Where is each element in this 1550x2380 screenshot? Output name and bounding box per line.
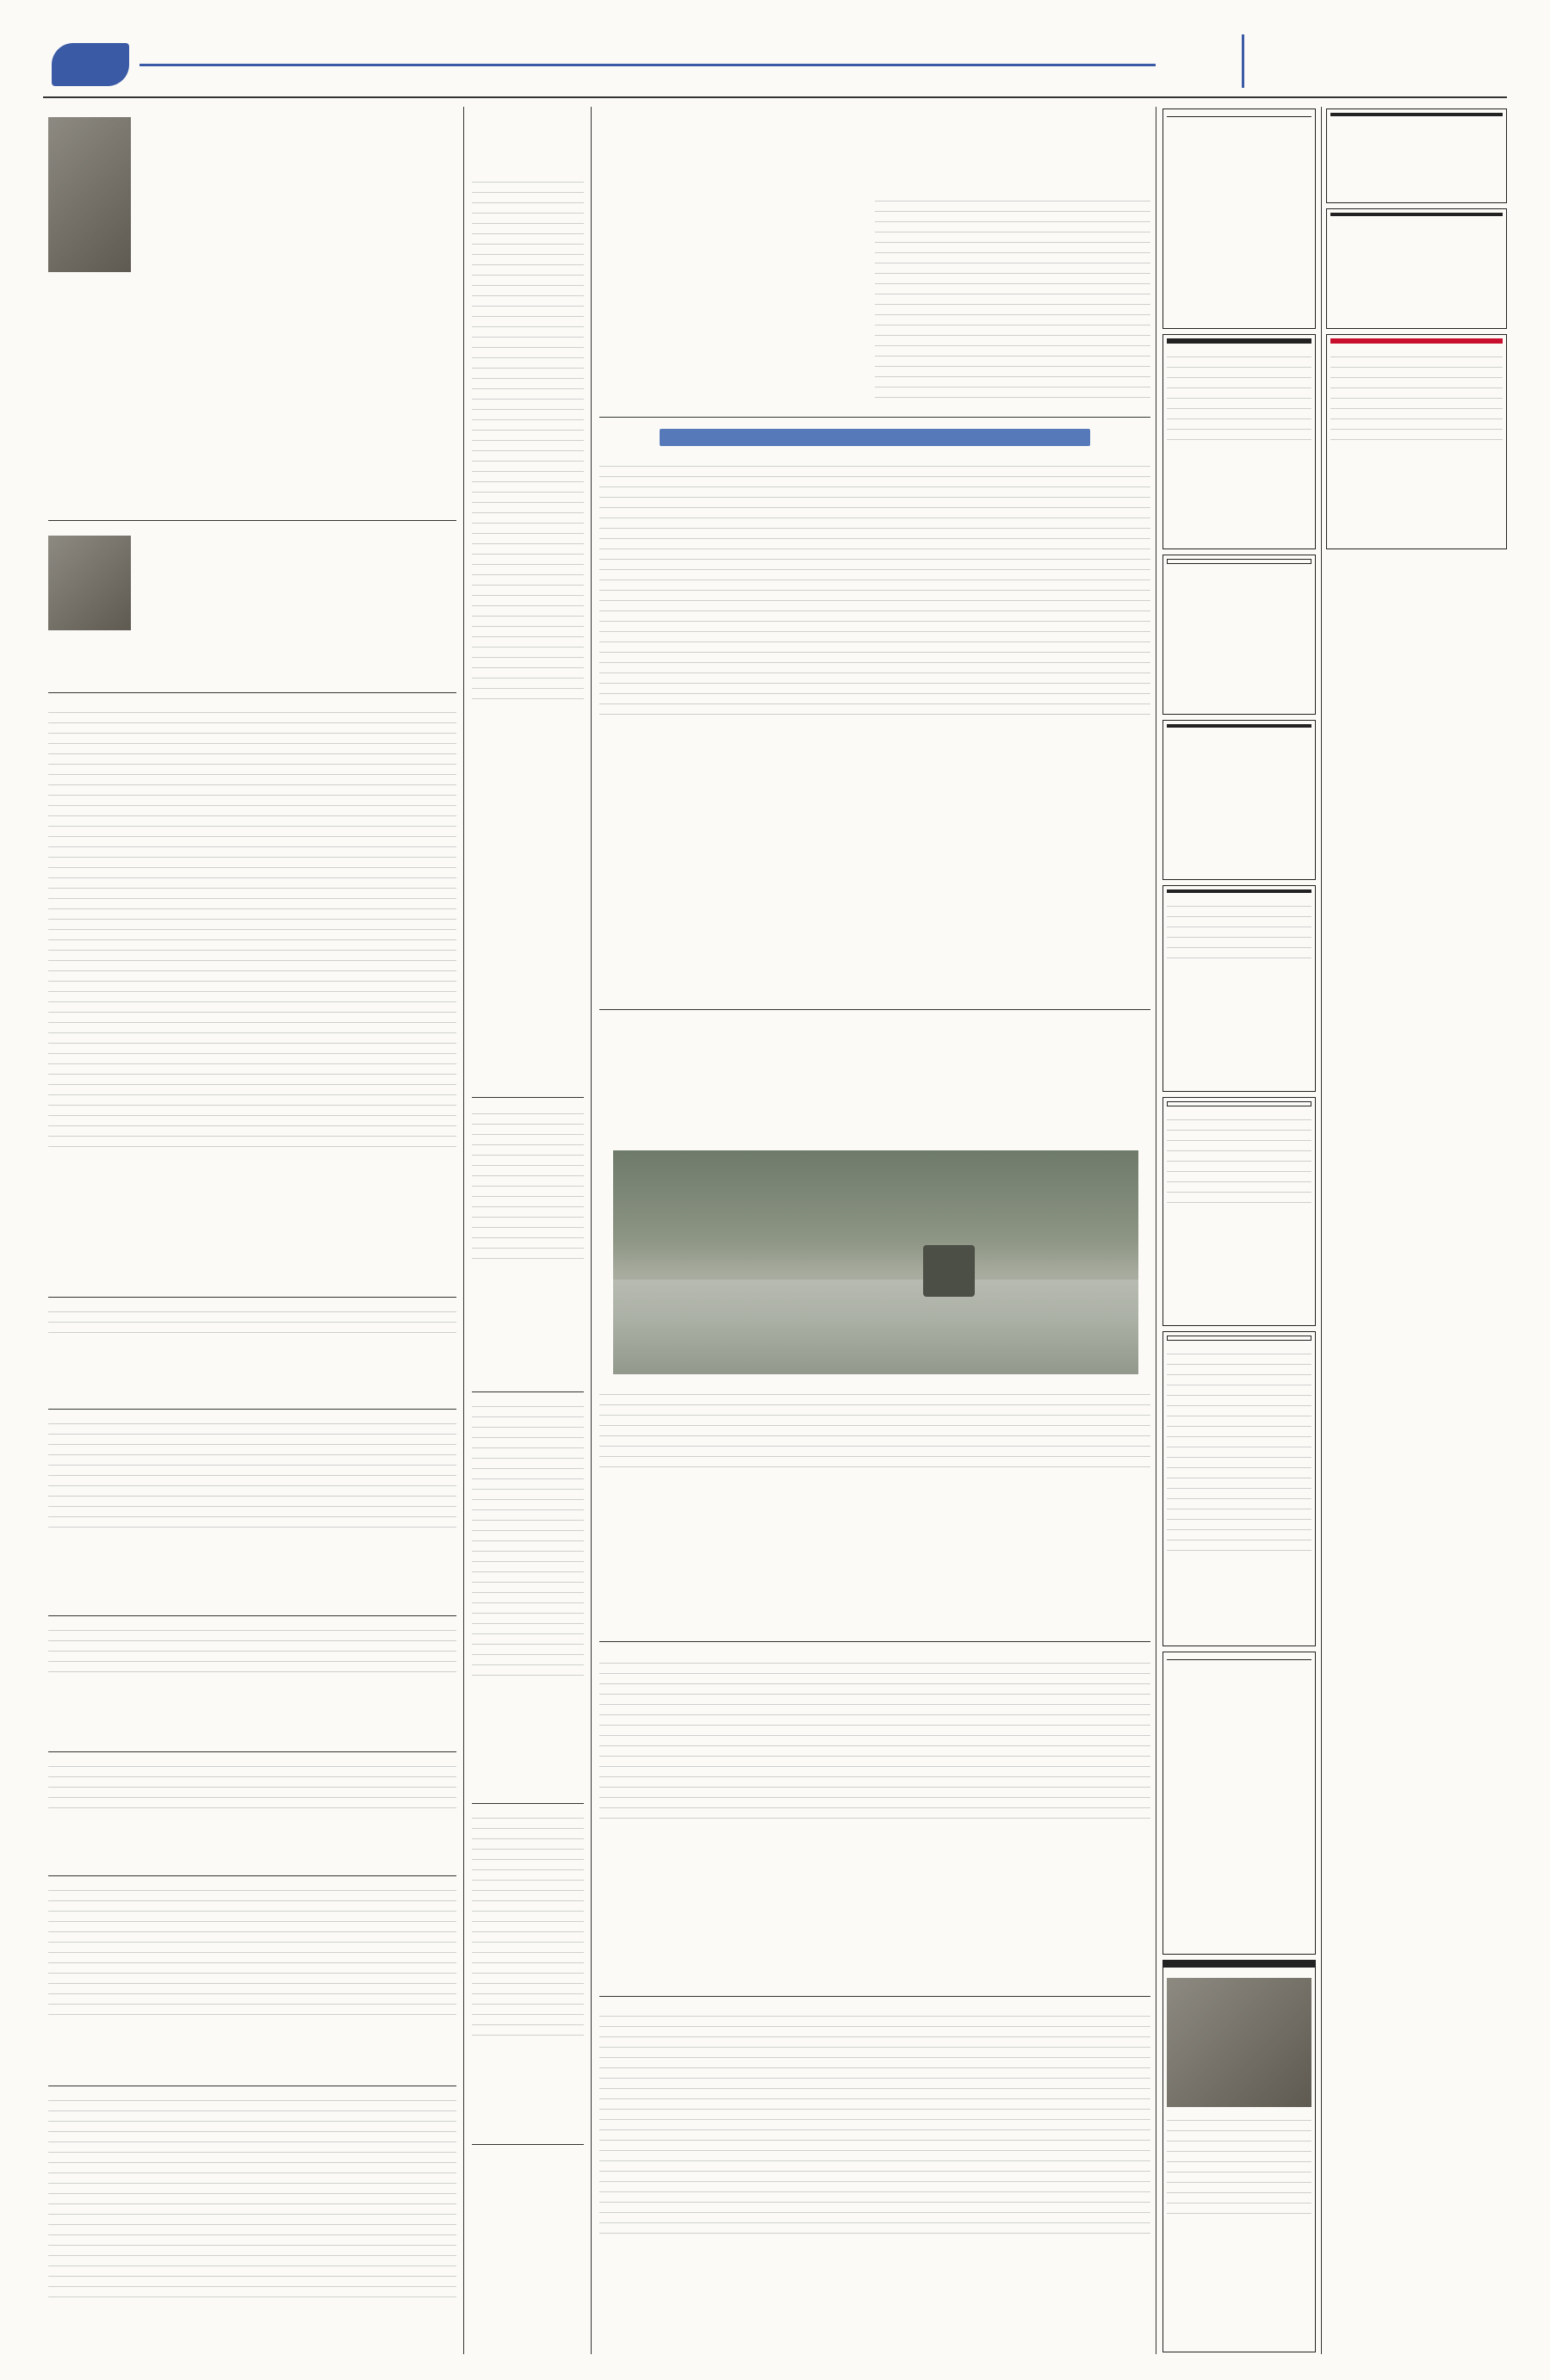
ad-urgent-job xyxy=(1326,334,1507,549)
article-sirajganj-night xyxy=(48,1757,456,1808)
ad-title xyxy=(1167,559,1311,564)
masthead xyxy=(0,0,1550,93)
article-photo xyxy=(48,117,131,272)
ad-body xyxy=(1163,1968,1315,1974)
ad-title xyxy=(1163,1961,1315,1968)
header-rule xyxy=(140,64,1156,66)
ad-title xyxy=(1167,724,1311,728)
ad-rejob xyxy=(1162,1331,1316,1646)
ad-shop-rent xyxy=(1326,208,1507,329)
article-sherpur-hotel xyxy=(599,1648,1150,1825)
ad-title xyxy=(1330,113,1503,116)
article-election xyxy=(48,1881,456,2018)
column-divider xyxy=(1321,107,1322,2354)
ad-lost-3 xyxy=(1162,885,1316,1092)
article-college xyxy=(48,699,456,1150)
column-divider xyxy=(463,107,464,2354)
article-pabna-dhaka xyxy=(48,1414,456,1534)
article-rape xyxy=(48,108,456,272)
column-divider xyxy=(591,107,592,2354)
article-dhunot-drug xyxy=(599,429,1150,723)
page-number-badge xyxy=(52,43,129,86)
ad-manager xyxy=(1162,1652,1316,1955)
article-shibganj xyxy=(48,529,456,630)
article-headline-box xyxy=(660,429,1090,446)
ad-title xyxy=(1330,213,1503,216)
ad-shop-sale xyxy=(1326,108,1507,203)
ad-title xyxy=(1167,338,1311,344)
article-photo xyxy=(48,536,131,630)
ad-lost-1 xyxy=(1162,108,1316,329)
ad-image xyxy=(1167,1978,1311,2107)
masthead-bottom-rule xyxy=(43,96,1507,98)
article-rangpur xyxy=(472,1397,584,1681)
article-thakurgaon-college xyxy=(472,1104,584,1267)
article-rail xyxy=(599,2003,1150,2239)
article-chapai xyxy=(472,1808,584,2041)
ad-lost-2 xyxy=(1162,720,1316,880)
article-campus-radio xyxy=(48,1621,456,1681)
article-nandigram-dibi xyxy=(48,2091,456,2306)
ad-lost-4 xyxy=(1162,1097,1316,1326)
ad-title xyxy=(1167,889,1311,893)
ad-title xyxy=(1167,113,1311,117)
ad-for-sale xyxy=(1162,555,1316,715)
article-bochaganj xyxy=(599,1016,1150,1020)
ad-title xyxy=(1167,1336,1311,1341)
ad-title xyxy=(1167,1656,1311,1660)
ad-men xyxy=(1162,1960,1316,2352)
article-flood xyxy=(599,1381,1150,1471)
flood-photo xyxy=(613,1150,1138,1374)
ad-title xyxy=(1167,1101,1311,1106)
header-divider xyxy=(1242,34,1244,88)
newspaper-logo xyxy=(1253,22,1528,91)
ad-contradiction-small xyxy=(1162,334,1316,549)
ad-title xyxy=(1330,338,1503,344)
article-thakurgaon-meeting xyxy=(48,1302,456,1336)
